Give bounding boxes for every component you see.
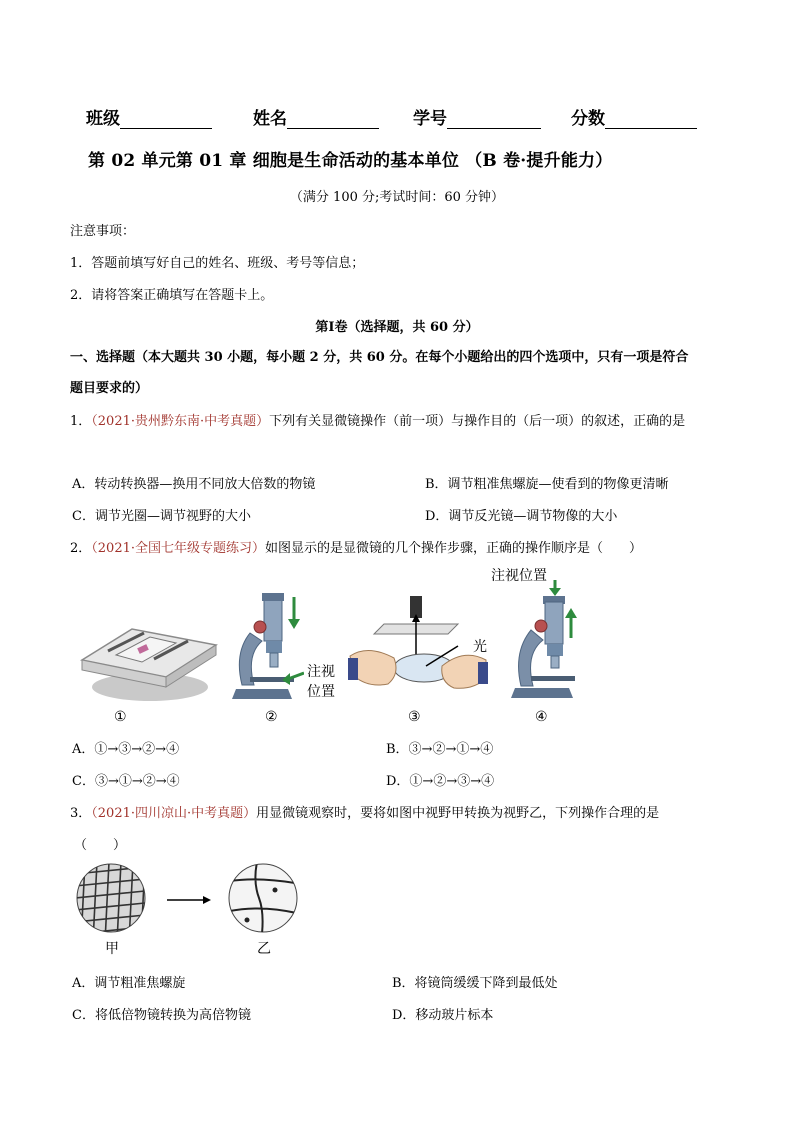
section-title: 第Ⅰ卷（选择题，共 60 分） (315, 320, 479, 335)
student-info-header (86, 104, 726, 132)
class-label: 班级 (86, 109, 120, 129)
microscope-tube (545, 602, 563, 644)
option-a[interactable]: A．①→③→②→④ (72, 742, 180, 757)
adjustment-knob (254, 621, 266, 633)
arrow-icon (203, 896, 211, 904)
light-label: 光 (473, 639, 487, 655)
option-b[interactable]: B．调节粗准焦螺旋—使看到的物像更清晰 (425, 477, 669, 492)
option-c[interactable]: C．将低倍物镜转换为高倍物镜 (72, 1008, 251, 1023)
section-instruction-cont: 题目要求的） (70, 381, 149, 396)
nosepiece (266, 641, 282, 653)
option-a[interactable]: A．转动转换器—换用不同放大倍数的物镜 (72, 477, 316, 492)
microscope-raising-illustration (505, 580, 585, 702)
option-d[interactable]: D．移动玻片标本 (392, 1008, 494, 1023)
watch-position-label-b: 位置 (307, 684, 335, 700)
question-2 (70, 537, 642, 556)
question-source: （2021·全国七年级专题练习） (91, 541, 265, 556)
figure-label-4: ④ (535, 709, 548, 725)
option-a[interactable]: A．调节粗准焦螺旋 (72, 976, 186, 991)
microscope-tube (264, 597, 282, 641)
watch-position-label-a: 注视 (307, 664, 335, 680)
right-sleeve (478, 662, 488, 684)
option-d[interactable]: D．①→②→③→④ (386, 774, 495, 789)
objective-lens (270, 653, 278, 667)
note-item: 1．答题前填写好自己的姓名、班级、考号等信息； (70, 256, 365, 271)
option-b[interactable]: B．将镜筒缓缓下降到最低处 (392, 976, 558, 991)
figure-label-3: ③ (408, 709, 421, 725)
notes-heading: 注意事项： (70, 224, 136, 239)
microscope-stage-illustration (78, 615, 220, 705)
question-number: 1． (70, 414, 92, 429)
view-label-b: 乙 (257, 941, 271, 957)
question-3-answer-blank[interactable]: （ ） (74, 838, 127, 853)
left-sleeve (348, 658, 358, 680)
figure-label-2: ② (265, 709, 278, 725)
eye-arrow-shaft (288, 673, 304, 679)
question-stem: 用显微镜观察时，要将如图中视野甲转换为视野乙，下列操作合理的是 (256, 806, 660, 821)
option-c[interactable]: C．③→①→②→④ (72, 774, 180, 789)
mirror-light-illustration (348, 592, 488, 702)
score-blank[interactable] (605, 108, 697, 129)
view-label-a: 甲 (105, 941, 119, 957)
section-instruction: 一、选择题（本大题共 30 小题，每小题 2 分，共 60 分。在每个小题给出的四个选项中，只有一项是符合 (70, 350, 689, 365)
eye-arrow-icon (282, 673, 290, 685)
name-label: 姓名 (253, 109, 287, 129)
option-d[interactable]: D．调节反光镜—调节物像的大小 (425, 509, 618, 524)
page-subtitle: （满分 100 分;考试时间：60 分钟） (289, 190, 505, 205)
figure-label-1: ① (114, 709, 127, 725)
field-view-a (77, 864, 145, 932)
class-blank[interactable] (120, 108, 212, 129)
eyepiece (262, 593, 284, 601)
cell-nucleus (245, 918, 250, 923)
nosepiece (547, 644, 563, 656)
score-field[interactable] (571, 104, 697, 129)
question-number: 3． (70, 806, 92, 821)
microscope-stage (531, 676, 575, 681)
question-1 (70, 410, 685, 429)
cell-nucleus (273, 888, 278, 893)
question-source: （2021·贵州黔东南·中考真题） (91, 414, 270, 429)
field-of-view-illustration (75, 862, 300, 940)
id-field[interactable] (413, 104, 541, 129)
objective-lens (551, 656, 559, 668)
question-stem: 下列有关显微镜操作（前一项）与操作目的（后一项）的叙述，正确的是 (269, 414, 686, 429)
option-b[interactable]: B．③→②→①→④ (386, 742, 494, 757)
note-item: 2．请将答案正确填写在答题卡上。 (70, 288, 274, 303)
question-3 (70, 802, 659, 821)
id-blank[interactable] (447, 108, 541, 129)
question-number: 2． (70, 541, 92, 556)
microscope-base (232, 689, 292, 699)
up-arrow-icon (565, 608, 577, 618)
name-field[interactable] (253, 104, 379, 129)
name-blank[interactable] (287, 108, 379, 129)
score-label: 分数 (571, 109, 605, 129)
adjustment-knob (535, 620, 547, 632)
eye-arrow-icon (549, 588, 561, 596)
question-source: （2021·四川凉山·中考真题） (91, 806, 257, 821)
watch-position-top-label: 注视位置 (491, 568, 547, 584)
microscope-lowering-illustration (232, 593, 304, 705)
class-field[interactable] (86, 104, 212, 129)
option-c[interactable]: C．调节光圈—调节视野的大小 (72, 509, 251, 524)
down-arrow-icon (288, 619, 300, 629)
id-label: 学号 (413, 109, 447, 129)
microscope-base (511, 688, 573, 698)
question-stem: 如图显示的是显微镜的几个操作步骤，正确的操作顺序是（ ） (265, 541, 643, 556)
page-title: 第 02 单元第 01 章 细胞是生命活动的基本单位 （B 卷·提升能力） (88, 151, 613, 171)
